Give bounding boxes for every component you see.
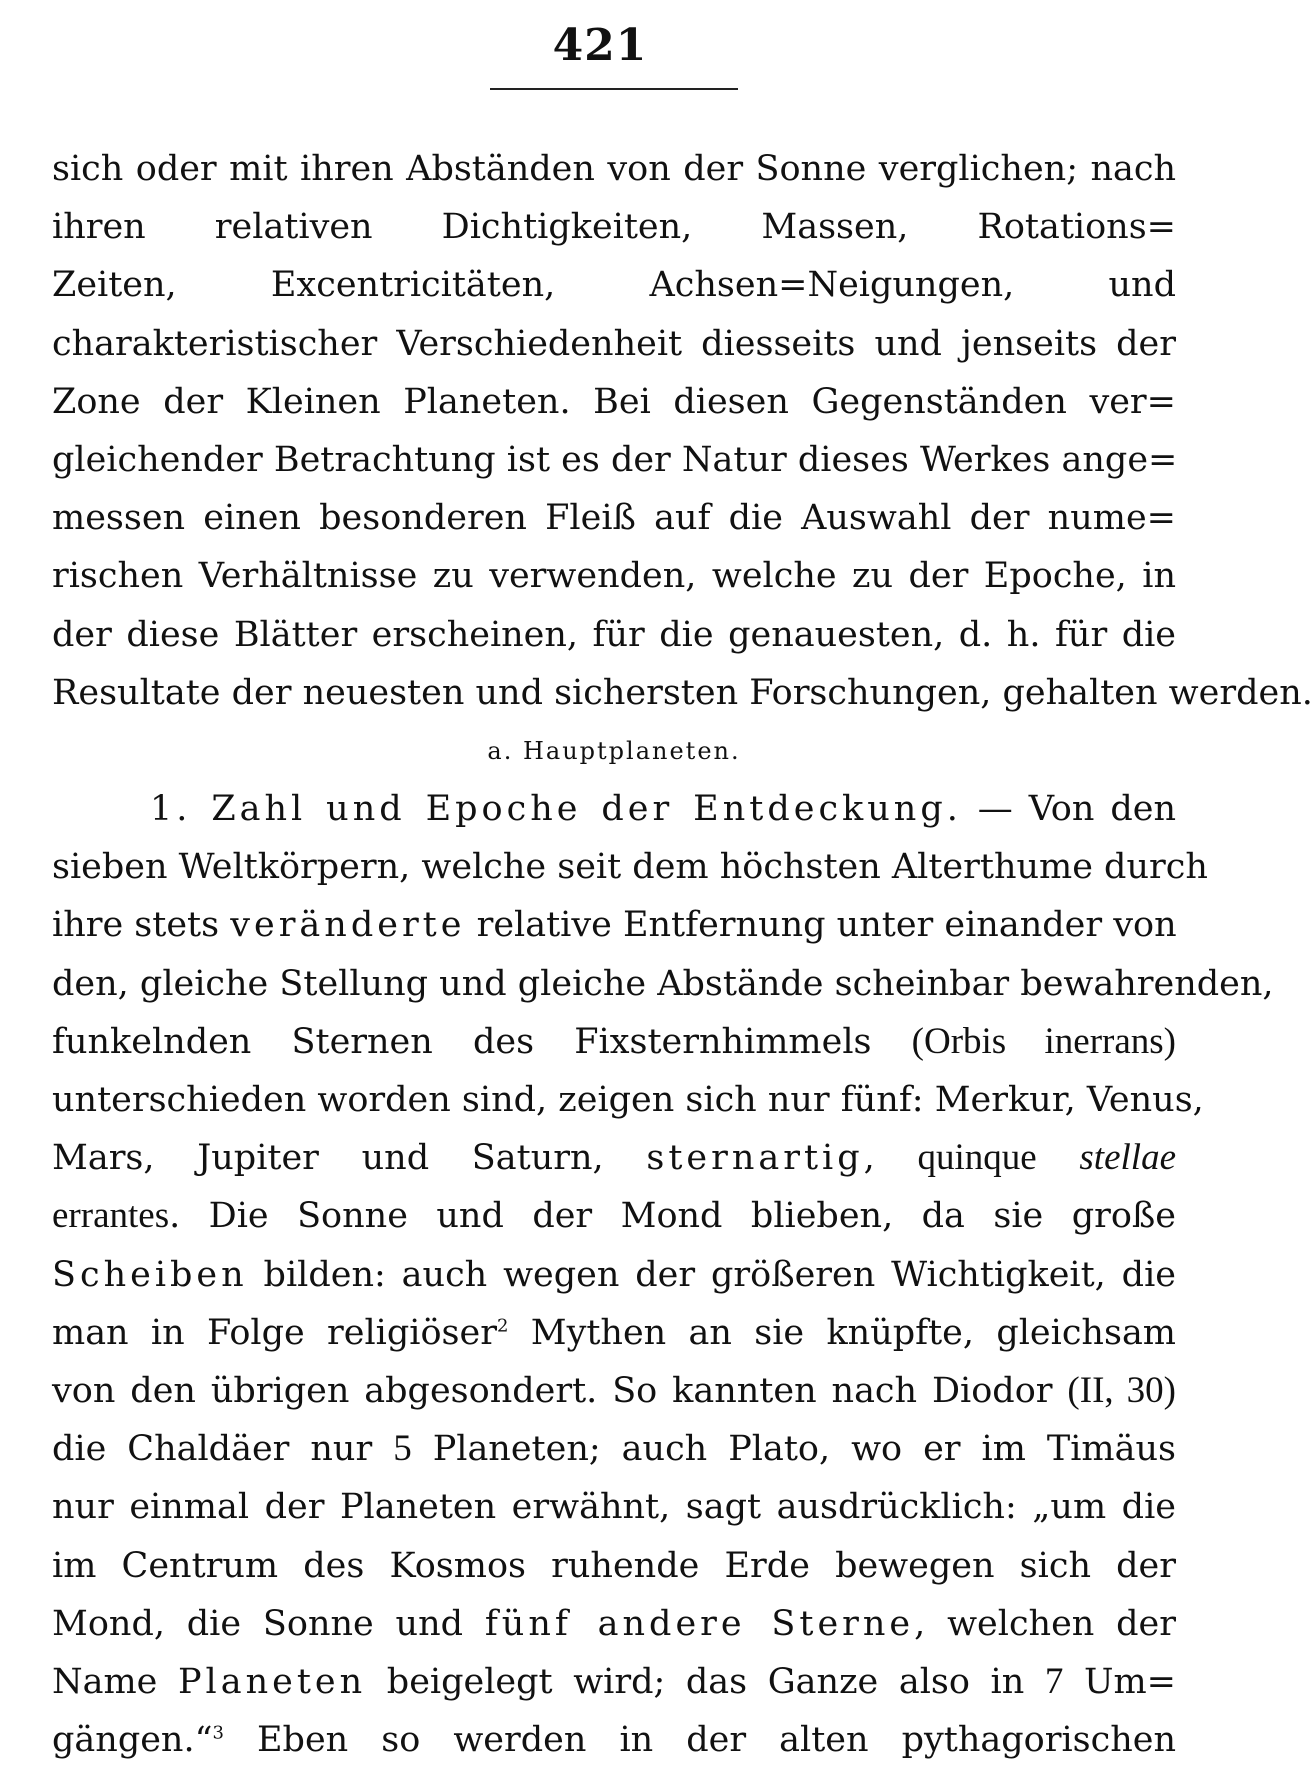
text-run: ihre stets [52,905,231,946]
text-line: messen einen besonderen Fleiß auf die Auswahl der nume= [52,498,1176,539]
text-line: rischen Verhältnisse zu verwenden, welche zu der Epoche, in [52,556,1176,597]
text-line: im Centrum des Kosmos ruhende Erde bewegen sich der [52,1545,1176,1586]
emphasis: veränderte [230,905,466,946]
text-line [52,896,1176,954]
text-line: sich oder mit ihren Abständen von der Sonne verglichen; nach [52,149,1176,189]
emphasis: fünf andere Sterne [484,1603,915,1644]
footnote-marker: 2 [496,1315,509,1337]
text-run: Um= [1063,1661,1176,1702]
text-line: der diese Blätter erscheinen, für die genauesten, d. h. für die [52,614,1176,655]
text-run: funkelnden Sternen des Fixsternhimmels [52,1021,912,1062]
text-line [52,1420,1176,1478]
text-run: Planeten; auch Plato, wo er im Timäus [411,1429,1176,1470]
text-line: ihren relativen Dichtigkeiten, Massen, Rotations= [52,207,1176,248]
header-rule [490,88,738,90]
text-run: man in Folge religiöser [52,1312,497,1353]
emphasis: Scheiben [52,1254,248,1295]
text-line [52,1711,1176,1769]
text-line: sieben Weltkörpern, welche seit dem höchsten Alterthume durch [52,847,1208,888]
latin-phrase: errantes [52,1195,170,1237]
citation: (II, 30) [1067,1369,1176,1411]
text-line [52,1246,1176,1304]
latin-phrase: quinque [917,1137,1037,1179]
paragraph-heading: 1. Zahl und Epoche der Entdeckung. [150,789,962,830]
emphasis: Planeten [178,1661,367,1702]
latin-italic: stellae [1079,1137,1176,1179]
text-run: Eben so werden in der alten pythagorischen [223,1720,1176,1761]
text-line: unterschieden worden sind, zeigen sich nur fünf: Merkur, Venus, [52,1080,1204,1120]
text-run [1037,1138,1080,1178]
text-run: , welchen der [914,1603,1176,1644]
text-run: Mond, die Sonne und [52,1603,485,1644]
text-run: beigelegt wird; das Ganze also in [366,1661,1045,1702]
text-line [52,780,1176,838]
text-run: Mars, Jupiter und Saturn, [52,1138,647,1179]
text-line [52,1013,1176,1071]
latin-phrase: (Orbis inerrans) [911,1020,1176,1062]
text-line [52,1362,1176,1420]
text-line: nur einmal der Planeten erwähnt, sagt ausdrücklich: „um die [52,1487,1176,1528]
text-line: Resultate der neuesten und sichersten Forschungen, gehalten werden. [52,672,1313,713]
body-text [52,140,1313,1769]
text-run: Name [52,1661,178,1702]
text-line: den, gleiche Stellung und gleiche Abstände scheinbar bewahrenden, [52,963,1274,1004]
text-run: gängen.“ [52,1720,213,1761]
text-run: relative Entfernung unter einander von [465,905,1177,946]
numeral: 5 [393,1428,412,1470]
numeral: 7 [1044,1660,1064,1702]
section-heading: a. Hauptplaneten. [487,736,741,765]
text-line: Zeiten, Excentricitäten, Achsen=Neigungen, und [52,265,1176,306]
text-run: bilden: auch wegen der größeren Wichtigkeit, die [247,1254,1176,1295]
text-line [52,1653,1176,1711]
text-line: Zone der Kleinen Planeten. Bei diesen Gegenständen ver= [52,381,1176,422]
page-number: 421 [552,20,648,71]
text-line [52,1129,1176,1187]
text-line [52,1187,1176,1245]
text-run: Mythen an sie knüpfte, gleichsam [508,1312,1176,1353]
text-run: die Chaldäer nur [52,1429,394,1470]
text-run: von den übrigen abgesondert. So kannten nach Diodor [52,1370,1068,1411]
text-run: — Von den [961,789,1176,830]
text-line [52,1595,1176,1653]
text-line: gleichender Betrachtung ist es der Natur dieses Werkes ange= [52,439,1178,480]
text-line [52,1304,1176,1362]
emphasis: sternartig [646,1138,864,1179]
text-run: , [863,1138,918,1179]
footnote-marker: 3 [212,1722,224,1744]
text-run: . Die Sonne und der Mond blieben, da sie große [169,1196,1176,1237]
text-line: charakteristischer Verschiedenheit diesseits und jenseits der [52,323,1176,364]
